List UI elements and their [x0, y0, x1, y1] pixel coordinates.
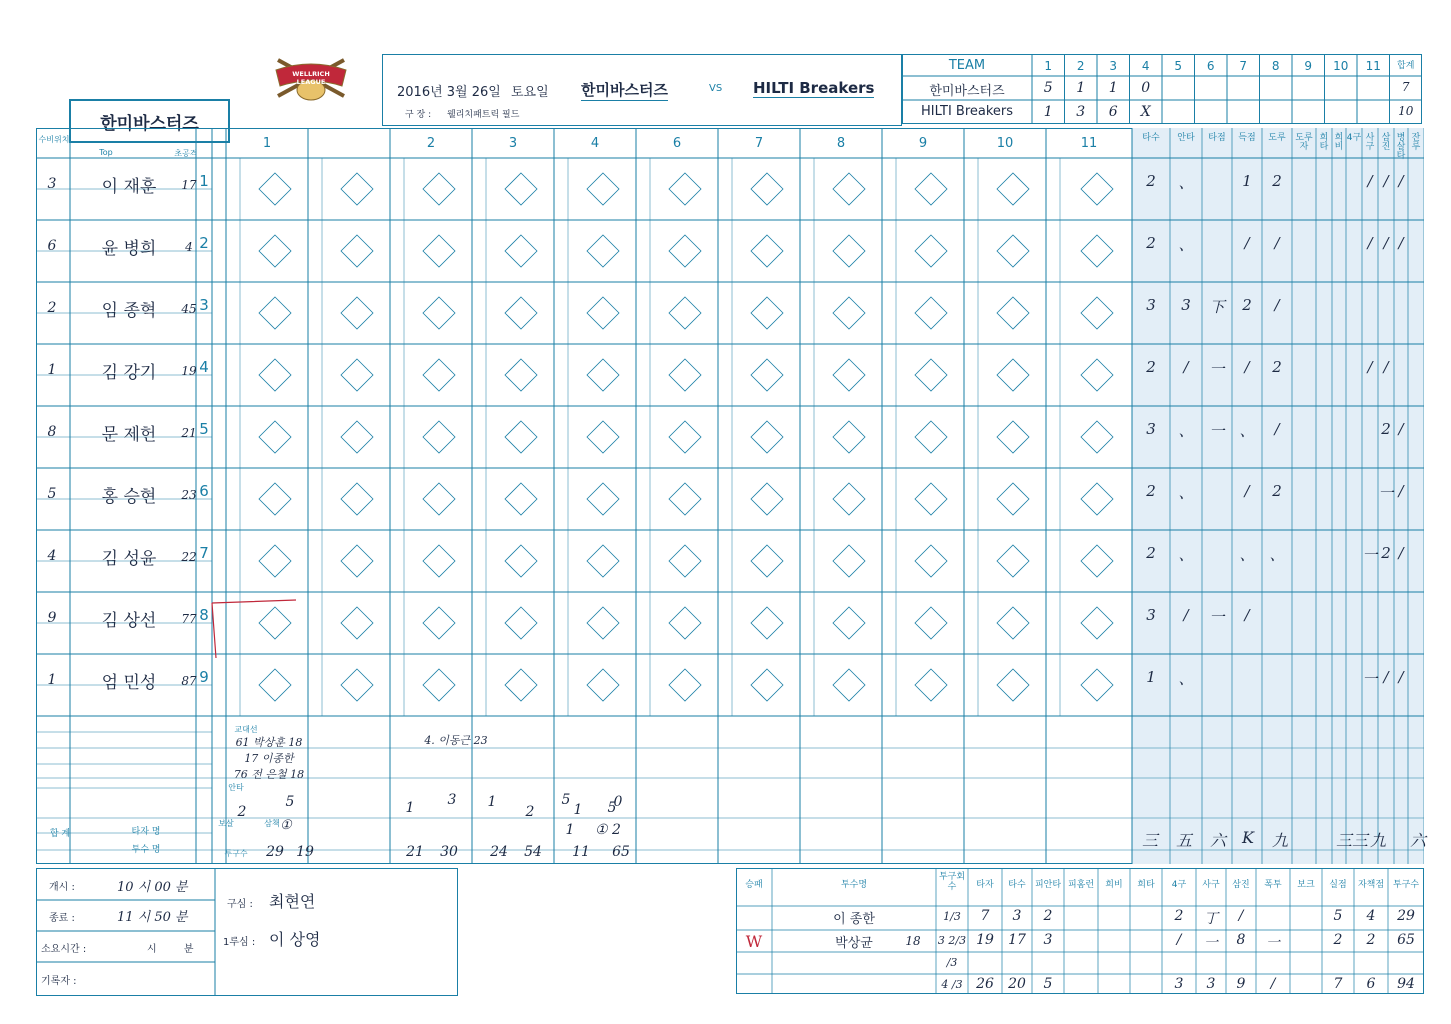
- pitch-count-total: 19: [296, 844, 314, 860]
- end-time-label: 종료 :: [49, 913, 75, 924]
- batting-order: 1: [199, 172, 209, 190]
- batting-order: 3: [199, 296, 209, 314]
- scoreboard-inning-header: 8: [1271, 59, 1280, 73]
- pos-header: 수비위치: [38, 135, 70, 144]
- player-stat: 2: [1272, 482, 1282, 500]
- player-stat: 、: [1178, 422, 1194, 440]
- duration: 시 분: [147, 944, 194, 955]
- bottom-mark: K: [1242, 828, 1254, 847]
- player-stat: /: [1244, 234, 1250, 252]
- batting-order: 6: [199, 482, 209, 500]
- player-stat: 2: [1381, 420, 1391, 438]
- player-stat: 、: [1178, 174, 1194, 192]
- batting-order: 9: [199, 668, 209, 686]
- end-time: 11 시 50 분: [117, 910, 188, 925]
- player-stat: 、: [1239, 546, 1255, 564]
- first-umpire-label: 1루심 :: [223, 937, 256, 948]
- pitch-count-total: 24: [490, 844, 508, 860]
- player-name: 이 재훈: [101, 177, 157, 197]
- player-stat: 1: [1146, 668, 1156, 686]
- so-value: ①: [280, 818, 292, 833]
- scoreboard-score: 5: [1043, 80, 1053, 96]
- vs-label: VS: [709, 83, 723, 94]
- player-stat: 一: [1378, 484, 1394, 502]
- stat-header: 삼진: [1381, 133, 1391, 152]
- hits-total: 0: [613, 794, 623, 810]
- scoreboard-team-header: TEAM: [948, 58, 986, 73]
- bottom-mark: 三: [1141, 831, 1158, 850]
- player-stat: 一: [1209, 608, 1225, 626]
- player-stat: /: [1398, 234, 1404, 252]
- bottom-mark: 九: [1369, 831, 1386, 850]
- player-stat: /: [1274, 234, 1280, 252]
- player-name: 임 종혁: [101, 301, 157, 321]
- player-stat: 2: [1146, 358, 1156, 376]
- pitch-result: W: [745, 932, 763, 951]
- player-number: 77: [181, 612, 197, 626]
- player-stat: 3: [1146, 296, 1156, 314]
- pitch-header: 삼진: [1232, 880, 1250, 890]
- player-number: 23: [181, 488, 197, 502]
- player-stat: 1: [1242, 172, 1252, 190]
- player-position: 5: [47, 486, 57, 502]
- player-stat: /: [1274, 420, 1280, 438]
- player-number: 21: [181, 426, 197, 440]
- pitch-stat: 7: [980, 908, 990, 924]
- pitch-header: 사구: [1202, 880, 1220, 890]
- pitch-stat: 2: [1043, 908, 1053, 924]
- player-stat: /: [1367, 234, 1373, 252]
- pitch-stat: 94: [1397, 976, 1415, 992]
- player-number: 45: [181, 302, 197, 316]
- hits-total: 5: [607, 800, 617, 816]
- player-stat: 下: [1209, 298, 1225, 316]
- pitch-stat: 3: [1174, 976, 1184, 992]
- batting-order: 5: [199, 420, 209, 438]
- hits-total: 2: [237, 804, 247, 820]
- player-stat: 、: [1178, 546, 1194, 564]
- pitch-stat: 2: [1333, 932, 1343, 948]
- scoreboard-score: 1: [1076, 80, 1086, 96]
- stadium-label: 구 장 :: [405, 110, 432, 120]
- stat-header: 잔루: [1411, 133, 1421, 152]
- hits-total: 1: [405, 800, 415, 816]
- scoreboard-score: 6: [1108, 104, 1118, 120]
- pitch-stat: 一: [1204, 935, 1218, 951]
- player-stat: 2: [1146, 172, 1156, 190]
- player-name: 윤 병희: [101, 239, 157, 259]
- pitcher-number: 18: [905, 934, 921, 948]
- pitch-stat: 6: [1366, 976, 1376, 992]
- player-stat: 2: [1272, 358, 1282, 376]
- player-name: 김 성윤: [101, 549, 157, 569]
- game-date: 2016년 3월 26일: [397, 85, 501, 100]
- player-stat: /: [1383, 358, 1389, 376]
- pitch-stat: 3: [1206, 976, 1216, 992]
- first-umpire: 이 상영: [269, 930, 321, 949]
- bottom-mark: 三: [1351, 831, 1368, 850]
- walks-label: 보살: [218, 819, 234, 828]
- start-time-label: 개시 :: [49, 882, 75, 893]
- player-stat: /: [1183, 606, 1189, 624]
- game-day: 토요일: [511, 85, 549, 100]
- pitch-header: 피안타: [1034, 880, 1062, 890]
- scoreboard-inning-header: 10: [1333, 59, 1349, 73]
- scoresheet: [36, 128, 1424, 864]
- scoreboard-total: 7: [1401, 80, 1410, 94]
- scoreboard-total: 10: [1398, 104, 1414, 118]
- player-stat: /: [1274, 296, 1280, 314]
- player-stat: /: [1398, 668, 1404, 686]
- plate-umpire-label: 구심 :: [227, 899, 253, 910]
- bottom-mark: 五: [1175, 831, 1192, 850]
- pitchers-label: 투수 명: [131, 845, 161, 855]
- player-stat: 、: [1178, 670, 1194, 688]
- player-stat: /: [1367, 358, 1373, 376]
- player-stat: /: [1398, 482, 1404, 500]
- player-number: 19: [181, 364, 197, 378]
- pitch-stat: /: [1176, 932, 1182, 948]
- pitch-stat: 8: [1236, 932, 1246, 948]
- pitch-header: 4구: [1171, 880, 1187, 890]
- stadium-name: 웰리치패트릭 필드: [447, 110, 520, 120]
- pitch-header: 승패: [745, 880, 763, 890]
- hits-total: 3: [447, 792, 457, 808]
- league-logo: [268, 52, 354, 104]
- pitching-record: [736, 868, 1424, 994]
- inning-header: 10: [996, 136, 1014, 151]
- batting-order: 4: [199, 358, 209, 376]
- pitch-count-total: 65: [612, 844, 630, 860]
- scoreboard-grid: [1032, 54, 1422, 124]
- hits-total: 1: [487, 794, 497, 810]
- player-position: 2: [47, 300, 57, 316]
- stat-header: 사구: [1365, 133, 1375, 152]
- bottom-mark: 三: [1335, 831, 1352, 850]
- player-position: 1: [47, 672, 57, 688]
- player-stat: /: [1383, 234, 1389, 252]
- player-stat: /: [1398, 172, 1404, 190]
- pitch-stat: 3: [1012, 908, 1022, 924]
- stat-header: 타수: [1142, 133, 1160, 143]
- inning-header: 2: [426, 136, 436, 151]
- pitches-label: 투구수: [224, 849, 248, 858]
- player-stat: 一: [1362, 670, 1378, 688]
- pitch-stat: /: [1270, 976, 1276, 992]
- pitch-header: 폭투: [1264, 880, 1282, 890]
- pitch-innings: /3: [946, 956, 958, 969]
- pitch-stat: 26: [976, 976, 994, 992]
- player-stat: /: [1398, 420, 1404, 438]
- stat-header: 도루자: [1295, 133, 1313, 152]
- substitutes-label: 교대선: [234, 725, 258, 734]
- bottom-mark: 六: [1209, 831, 1226, 850]
- top-header: Top: [99, 148, 113, 157]
- scoreboard-score: 1: [1108, 80, 1118, 96]
- batting-order: 8: [199, 606, 209, 624]
- inning-header: 11: [1080, 136, 1098, 151]
- pitch-header: 희비: [1105, 880, 1123, 890]
- bottom-mark: 六: [1409, 831, 1426, 850]
- player-stat: 、: [1178, 484, 1194, 502]
- away-team-name: HILTI Breakers: [753, 79, 875, 97]
- inning-header: 3: [508, 136, 518, 151]
- player-stat: 、: [1269, 546, 1285, 564]
- player-number: 22: [181, 550, 197, 564]
- player-position: 3: [47, 176, 57, 192]
- inning-header: 8: [836, 136, 846, 151]
- player-position: 8: [47, 424, 57, 440]
- recorder-label: 기록자 :: [41, 976, 77, 987]
- lineup-team: 한미바스터즈: [69, 99, 230, 143]
- duration-label: 소요시간 :: [41, 944, 87, 955]
- pitch-header: 피홈런: [1067, 880, 1095, 890]
- pitch-stat: 20: [1008, 976, 1026, 992]
- league-logo-text: WELLRICH LEAGUE: [292, 70, 330, 86]
- pitch-header: 투구회수: [938, 872, 966, 892]
- player-stat: 2: [1242, 296, 1252, 314]
- pitch-header: 실점: [1329, 880, 1347, 890]
- pitch-stat: 19: [976, 932, 994, 948]
- player-stat: 3: [1146, 420, 1156, 438]
- player-name: 김 강기: [101, 363, 157, 383]
- player-name: 홍 승현: [101, 487, 157, 507]
- hits-label: 안타: [228, 783, 244, 792]
- extra-total: ① 2: [595, 822, 621, 838]
- scoreboard: [902, 54, 1422, 124]
- home-team-name: 한미바스터즈: [581, 81, 668, 99]
- batting-order: 2: [199, 234, 209, 252]
- pitch-stat: 2: [1174, 908, 1184, 924]
- pitch-count-total: 54: [524, 844, 542, 860]
- pitch-header: 자책점: [1357, 880, 1385, 890]
- pitch-count-total: 21: [406, 844, 424, 860]
- pitch-stat: 9: [1236, 976, 1246, 992]
- pitch-innings: 3 2/3: [937, 934, 967, 947]
- substitute-note: 4. 이동근 23: [424, 734, 488, 747]
- pitch-header: 타자: [976, 880, 994, 890]
- stat-header: 희비: [1334, 133, 1344, 152]
- scoreboard-inning-header: 7: [1239, 59, 1248, 73]
- player-position: 4: [47, 548, 57, 564]
- player-stat: /: [1383, 668, 1389, 686]
- hits-total: 1: [573, 802, 583, 818]
- hits-total: 5: [285, 794, 295, 810]
- player-stat: 一: [1209, 360, 1225, 378]
- scoreboard-score: 3: [1076, 104, 1086, 120]
- pitch-header: 투수명: [840, 880, 868, 890]
- pitch-stat: 3: [1043, 932, 1053, 948]
- scoreboard-score: 1: [1043, 104, 1053, 120]
- pitch-stat: 丁: [1204, 911, 1218, 927]
- player-stat: 一: [1362, 546, 1378, 564]
- player-position: 6: [47, 238, 57, 254]
- player-name: 엄 민성: [101, 673, 157, 693]
- pitch-stat: /: [1238, 908, 1244, 924]
- batters-label: 타자 명: [131, 827, 161, 837]
- scoreboard-inning-header: 2: [1076, 59, 1085, 73]
- inning-header: 4: [590, 136, 600, 151]
- player-stat: 2: [1272, 172, 1282, 190]
- inning-header: 1: [262, 136, 272, 151]
- scoreboard-away-team: HILTI Breakers: [920, 104, 1014, 119]
- player-stat: /: [1367, 172, 1373, 190]
- player-stat: /: [1183, 358, 1189, 376]
- player-name: 김 상선: [101, 611, 157, 631]
- player-number: 87: [181, 674, 197, 688]
- player-stat: /: [1398, 544, 1404, 562]
- pitch-stat: 5: [1333, 908, 1343, 924]
- player-stat: 3: [1181, 296, 1191, 314]
- substitute-entry: 17 이종한: [244, 752, 294, 765]
- scoreboard-home-team: 한미바스터즈: [929, 84, 1005, 99]
- pitch-stat: 2: [1366, 932, 1376, 948]
- scoreboard-inning-header: 1: [1044, 59, 1053, 73]
- player-position: 9: [47, 610, 57, 626]
- hits-total: 5: [561, 792, 571, 808]
- stat-header: 병살타: [1396, 133, 1406, 161]
- substitute-entry: 61 박상훈 18: [235, 736, 303, 749]
- player-stat: 2: [1146, 544, 1156, 562]
- start-time: 10 시 00 분: [117, 880, 188, 895]
- inning-header: 9: [918, 136, 928, 151]
- stat-header: 희타: [1319, 133, 1329, 152]
- player-stat: 一: [1209, 422, 1225, 440]
- pitch-stat: 4: [1366, 908, 1376, 924]
- batting-order: 7: [199, 544, 209, 562]
- substitute-entry: 76 전 은철 18: [233, 768, 305, 781]
- player-stat: 、: [1178, 236, 1194, 254]
- player-position: 1: [47, 362, 57, 378]
- plate-umpire: 최현연: [269, 892, 316, 911]
- stat-header: 4구: [1346, 133, 1362, 143]
- scoreboard-inning-header: 11: [1365, 59, 1381, 73]
- inning-header: 6: [672, 136, 682, 151]
- pitch-stat: 一: [1266, 935, 1280, 951]
- scoreboard-inning-header: 9: [1304, 59, 1313, 73]
- pitcher-name: 박상균: [835, 936, 873, 951]
- totals-label: 합 계: [49, 829, 71, 839]
- player-stat: 2: [1146, 234, 1156, 252]
- scoreboard-inning-header: 5: [1174, 59, 1183, 73]
- pitch-count-total: 11: [572, 844, 590, 860]
- pitch-stat: 5: [1043, 976, 1053, 992]
- player-number: 17: [181, 178, 197, 192]
- pitch-stat: 7: [1333, 976, 1343, 992]
- pitcher-name: 이 종한: [833, 912, 875, 927]
- pitch-stat: 29: [1397, 908, 1415, 924]
- stat-header: 득점: [1238, 133, 1256, 143]
- game-times: [36, 868, 458, 996]
- pitch-stat: 17: [1008, 932, 1026, 948]
- scoreboard-inning-header: 3: [1109, 59, 1118, 73]
- pitch-innings: 1/3: [943, 910, 961, 923]
- scoreboard-inning-header: 6: [1206, 59, 1215, 73]
- pitch-header: 타수: [1008, 880, 1026, 890]
- player-stat: 2: [1146, 482, 1156, 500]
- player-stat: 2: [1381, 544, 1391, 562]
- stat-header: 안타: [1177, 133, 1195, 143]
- player-number: 4: [185, 240, 193, 254]
- pitch-innings: 4 /3: [941, 978, 963, 991]
- pitch-header: 투구수: [1392, 880, 1420, 890]
- player-stat: 3: [1146, 606, 1156, 624]
- stat-header: 타점: [1208, 133, 1226, 143]
- extra-total: 1: [565, 822, 575, 838]
- scoreboard-score: X: [1140, 104, 1151, 120]
- so-label: 삼책: [264, 819, 280, 828]
- player-stat: /: [1383, 172, 1389, 190]
- player-name: 문 제헌: [101, 425, 157, 445]
- pitch-count-total: 30: [440, 844, 458, 860]
- bottom-mark: 九: [1271, 831, 1288, 850]
- scoreboard-total-header: 합계: [1397, 61, 1415, 71]
- player-stat: /: [1244, 482, 1250, 500]
- player-stat: /: [1244, 606, 1250, 624]
- pitch-count-total: 29: [266, 844, 284, 860]
- scoreboard-inning-header: 4: [1141, 59, 1150, 73]
- number-header: 초공격: [174, 149, 198, 158]
- scoreboard-score: 0: [1141, 80, 1151, 96]
- game-info: [382, 54, 902, 126]
- player-stat: 、: [1239, 422, 1255, 440]
- pitch-stat: 65: [1397, 932, 1415, 948]
- hits-total: 2: [525, 804, 535, 820]
- inning-header: 7: [754, 136, 764, 151]
- pitch-header: 희타: [1137, 880, 1155, 890]
- player-stat: /: [1244, 358, 1250, 376]
- stat-header: 도루: [1268, 133, 1286, 143]
- pitch-header: 보크: [1297, 880, 1315, 890]
